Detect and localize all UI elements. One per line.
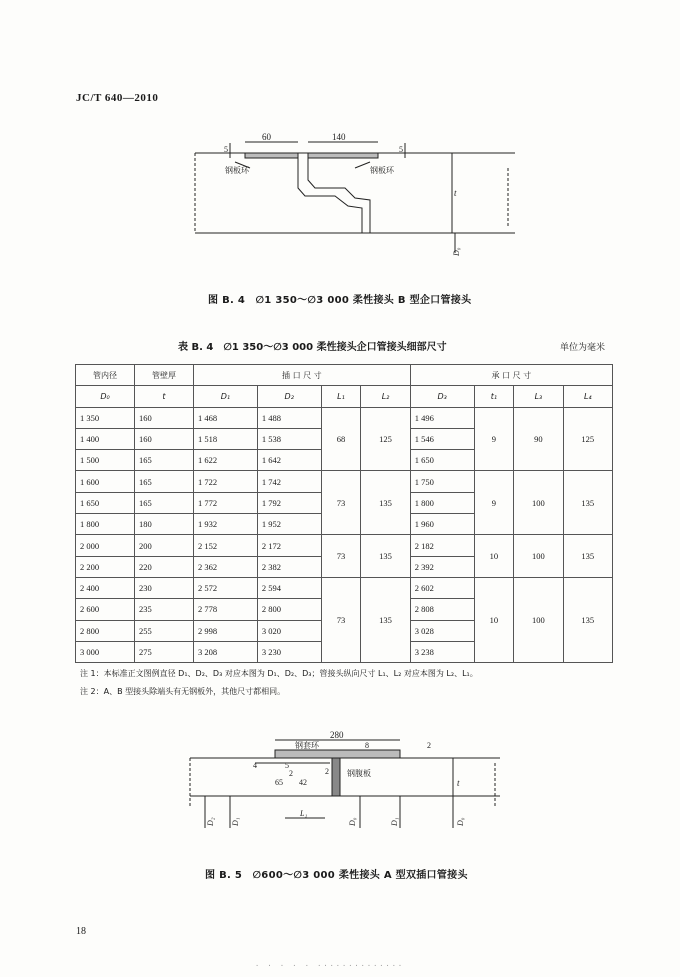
table-row [76, 577, 613, 598]
cell-t: 165 [135, 450, 194, 471]
cell-t: 255 [135, 620, 194, 641]
cell-d3: 2 602 [410, 577, 474, 598]
dim-5-right: 5 [399, 145, 403, 154]
cell-t: 200 [135, 535, 194, 556]
cell-d3: 1 750 [410, 471, 474, 492]
cell-d3: 1 960 [410, 514, 474, 535]
header-t: 管壁厚 [135, 365, 194, 386]
cell-d1: 2 572 [194, 577, 258, 598]
cell-d0: 3 000 [76, 641, 135, 662]
cell-t1: 9 [474, 407, 514, 471]
label-t-b5: t [457, 778, 460, 788]
dim-4: 4 [253, 761, 257, 770]
label-steel-web: 钢腹板 [347, 769, 371, 778]
cell-d3: 2 808 [410, 599, 474, 620]
cell-d3: 1 496 [410, 407, 474, 428]
dim-280: 280 [330, 730, 344, 740]
cell-d2: 2 172 [257, 535, 321, 556]
dim-42: 42 [299, 778, 307, 787]
cell-t: 165 [135, 471, 194, 492]
cell-d2: 1 538 [257, 428, 321, 449]
cell-d2: 3 230 [257, 641, 321, 662]
cell-t: 180 [135, 514, 194, 535]
cell-d3: 3 028 [410, 620, 474, 641]
header-l3: L₃ [514, 386, 563, 407]
label-d0: D₀ [452, 247, 461, 256]
dim-5-left: 5 [224, 145, 228, 154]
footer-dots: · · · · · ·············· [255, 962, 405, 970]
cell-d2: 2 800 [257, 599, 321, 620]
cell-d0: 1 400 [76, 428, 135, 449]
cell-t1: 10 [474, 577, 514, 662]
cell-d1: 2 998 [194, 620, 258, 641]
table-row [76, 535, 613, 556]
cell-d2: 2 594 [257, 577, 321, 598]
label-d0-mid: D₀ [348, 817, 357, 826]
cell-d1: 2 362 [194, 556, 258, 577]
cell-t: 235 [135, 599, 194, 620]
header-l1: L₁ [321, 386, 361, 407]
cell-t1: 10 [474, 535, 514, 578]
cell-d1: 1 722 [194, 471, 258, 492]
cell-l1: 73 [321, 471, 361, 535]
cell-l2: 135 [361, 535, 410, 578]
label-steel-ring-left: 钢板环 [225, 166, 249, 175]
cell-d1: 2 778 [194, 599, 258, 620]
cell-t: 230 [135, 577, 194, 598]
cell-d2: 1 488 [257, 407, 321, 428]
cell-t: 275 [135, 641, 194, 662]
table-header-row-1 [76, 365, 613, 386]
label-t: t [454, 188, 457, 198]
cell-l1: 73 [321, 535, 361, 578]
cell-d3: 2 392 [410, 556, 474, 577]
label-d1-right: D₁ [390, 817, 399, 826]
cell-d2: 2 382 [257, 556, 321, 577]
cell-d0: 1 600 [76, 471, 135, 492]
note-2: 注 2：A、B 型接头除端头有无钢板外，其他尺寸都相同。 [80, 687, 286, 696]
cell-t: 160 [135, 407, 194, 428]
label-d1-left: D₁ [231, 817, 240, 826]
cell-d0: 2 000 [76, 535, 135, 556]
header-l4: L₄ [563, 386, 612, 407]
page-number: 18 [76, 926, 86, 937]
cell-d3: 1 650 [410, 450, 474, 471]
header-t-symbol: t [135, 386, 194, 407]
header-t1: t₁ [474, 386, 514, 407]
cell-d2: 1 642 [257, 450, 321, 471]
cell-d1: 1 468 [194, 407, 258, 428]
cell-d1: 1 932 [194, 514, 258, 535]
cell-d3: 3 238 [410, 641, 474, 662]
cell-t: 160 [135, 428, 194, 449]
dim-5: 5 [285, 761, 289, 770]
table-title: 表 B. 4 ∅1 350～∅3 000 柔性接头企口管接头细部尺寸 [178, 342, 447, 353]
label-steel-ring-right: 钢板环 [370, 166, 394, 175]
cell-d2: 3 020 [257, 620, 321, 641]
dim-2-top: 2 [427, 741, 431, 750]
cell-d0: 2 800 [76, 620, 135, 641]
unit-label: 单位为毫米 [560, 343, 606, 353]
table-row [76, 407, 613, 428]
header-d0-symbol: D₀ [76, 386, 135, 407]
cell-l1: 73 [321, 577, 361, 662]
dim-2-plate: 2 [325, 767, 329, 776]
cell-d3: 1 546 [410, 428, 474, 449]
cell-d2: 1 792 [257, 492, 321, 513]
figure-b4-drawing [190, 128, 520, 268]
cell-d0: 1 650 [76, 492, 135, 513]
dim-8: 8 [365, 741, 369, 750]
cell-d0: 1 800 [76, 514, 135, 535]
standard-code: JC/T 640—2010 [76, 92, 159, 104]
cell-t: 220 [135, 556, 194, 577]
label-d0-right: D₀ [456, 817, 465, 826]
table-row [76, 471, 613, 492]
cell-d0: 2 400 [76, 577, 135, 598]
header-d1: D₁ [194, 386, 258, 407]
header-d3: D₃ [410, 386, 474, 407]
cell-l3: 90 [514, 407, 563, 471]
cell-l3: 100 [514, 577, 563, 662]
cell-t1: 9 [474, 471, 514, 535]
cell-d0: 2 600 [76, 599, 135, 620]
dim-2-mid: 2 [289, 769, 293, 778]
cell-l4: 135 [563, 535, 612, 578]
label-d2: D₂ [206, 817, 215, 826]
table-header-row-2 [76, 386, 613, 407]
dim-65: 65 [275, 778, 283, 787]
dim-60: 60 [262, 132, 271, 142]
header-d0: 管内径 [76, 365, 135, 386]
cell-d0: 1 500 [76, 450, 135, 471]
cell-l3: 100 [514, 471, 563, 535]
figure-b4-caption: 图 B. 4 ∅1 350～∅3 000 柔性接头 B 型企口管接头 [208, 295, 472, 306]
cell-d0: 1 350 [76, 407, 135, 428]
cell-l4: 135 [563, 577, 612, 662]
figure-b5-drawing [185, 728, 505, 833]
cell-d1: 1 622 [194, 450, 258, 471]
cell-l1: 68 [321, 407, 361, 471]
cell-d1: 1 772 [194, 492, 258, 513]
dimensions-table [75, 364, 613, 663]
header-socket-group: 承 口 尺 寸 [410, 365, 612, 386]
cell-l3: 100 [514, 535, 563, 578]
label-steel-sleeve: 钢套环 [295, 741, 319, 750]
cell-l2: 135 [361, 471, 410, 535]
cell-d3: 1 800 [410, 492, 474, 513]
label-l1: L₁ [300, 809, 308, 818]
header-d2: D₂ [257, 386, 321, 407]
header-l2: L₂ [361, 386, 410, 407]
cell-d2: 1 742 [257, 471, 321, 492]
dim-140: 140 [332, 132, 346, 142]
header-spigot-group: 插 口 尺 寸 [194, 365, 411, 386]
cell-l2: 125 [361, 407, 410, 471]
cell-d2: 1 952 [257, 514, 321, 535]
cell-t: 165 [135, 492, 194, 513]
cell-l4: 125 [563, 407, 612, 471]
cell-d1: 2 152 [194, 535, 258, 556]
note-1: 注 1：本标准正文图例直径 D₁、D₂、D₃ 对应本图为 D₁、D₂、D₃；管接头纵向尺寸 L₁、L₂ 对应本图为 L₂、L₁。 [80, 669, 478, 678]
cell-l2: 135 [361, 577, 410, 662]
cell-l4: 135 [563, 471, 612, 535]
cell-d1: 3 208 [194, 641, 258, 662]
table-body [76, 407, 613, 663]
figure-b5-caption: 图 B. 5 ∅600～∅3 000 柔性接头 A 型双插口管接头 [205, 870, 468, 881]
cell-d3: 2 182 [410, 535, 474, 556]
cell-d0: 2 200 [76, 556, 135, 577]
cell-d1: 1 518 [194, 428, 258, 449]
